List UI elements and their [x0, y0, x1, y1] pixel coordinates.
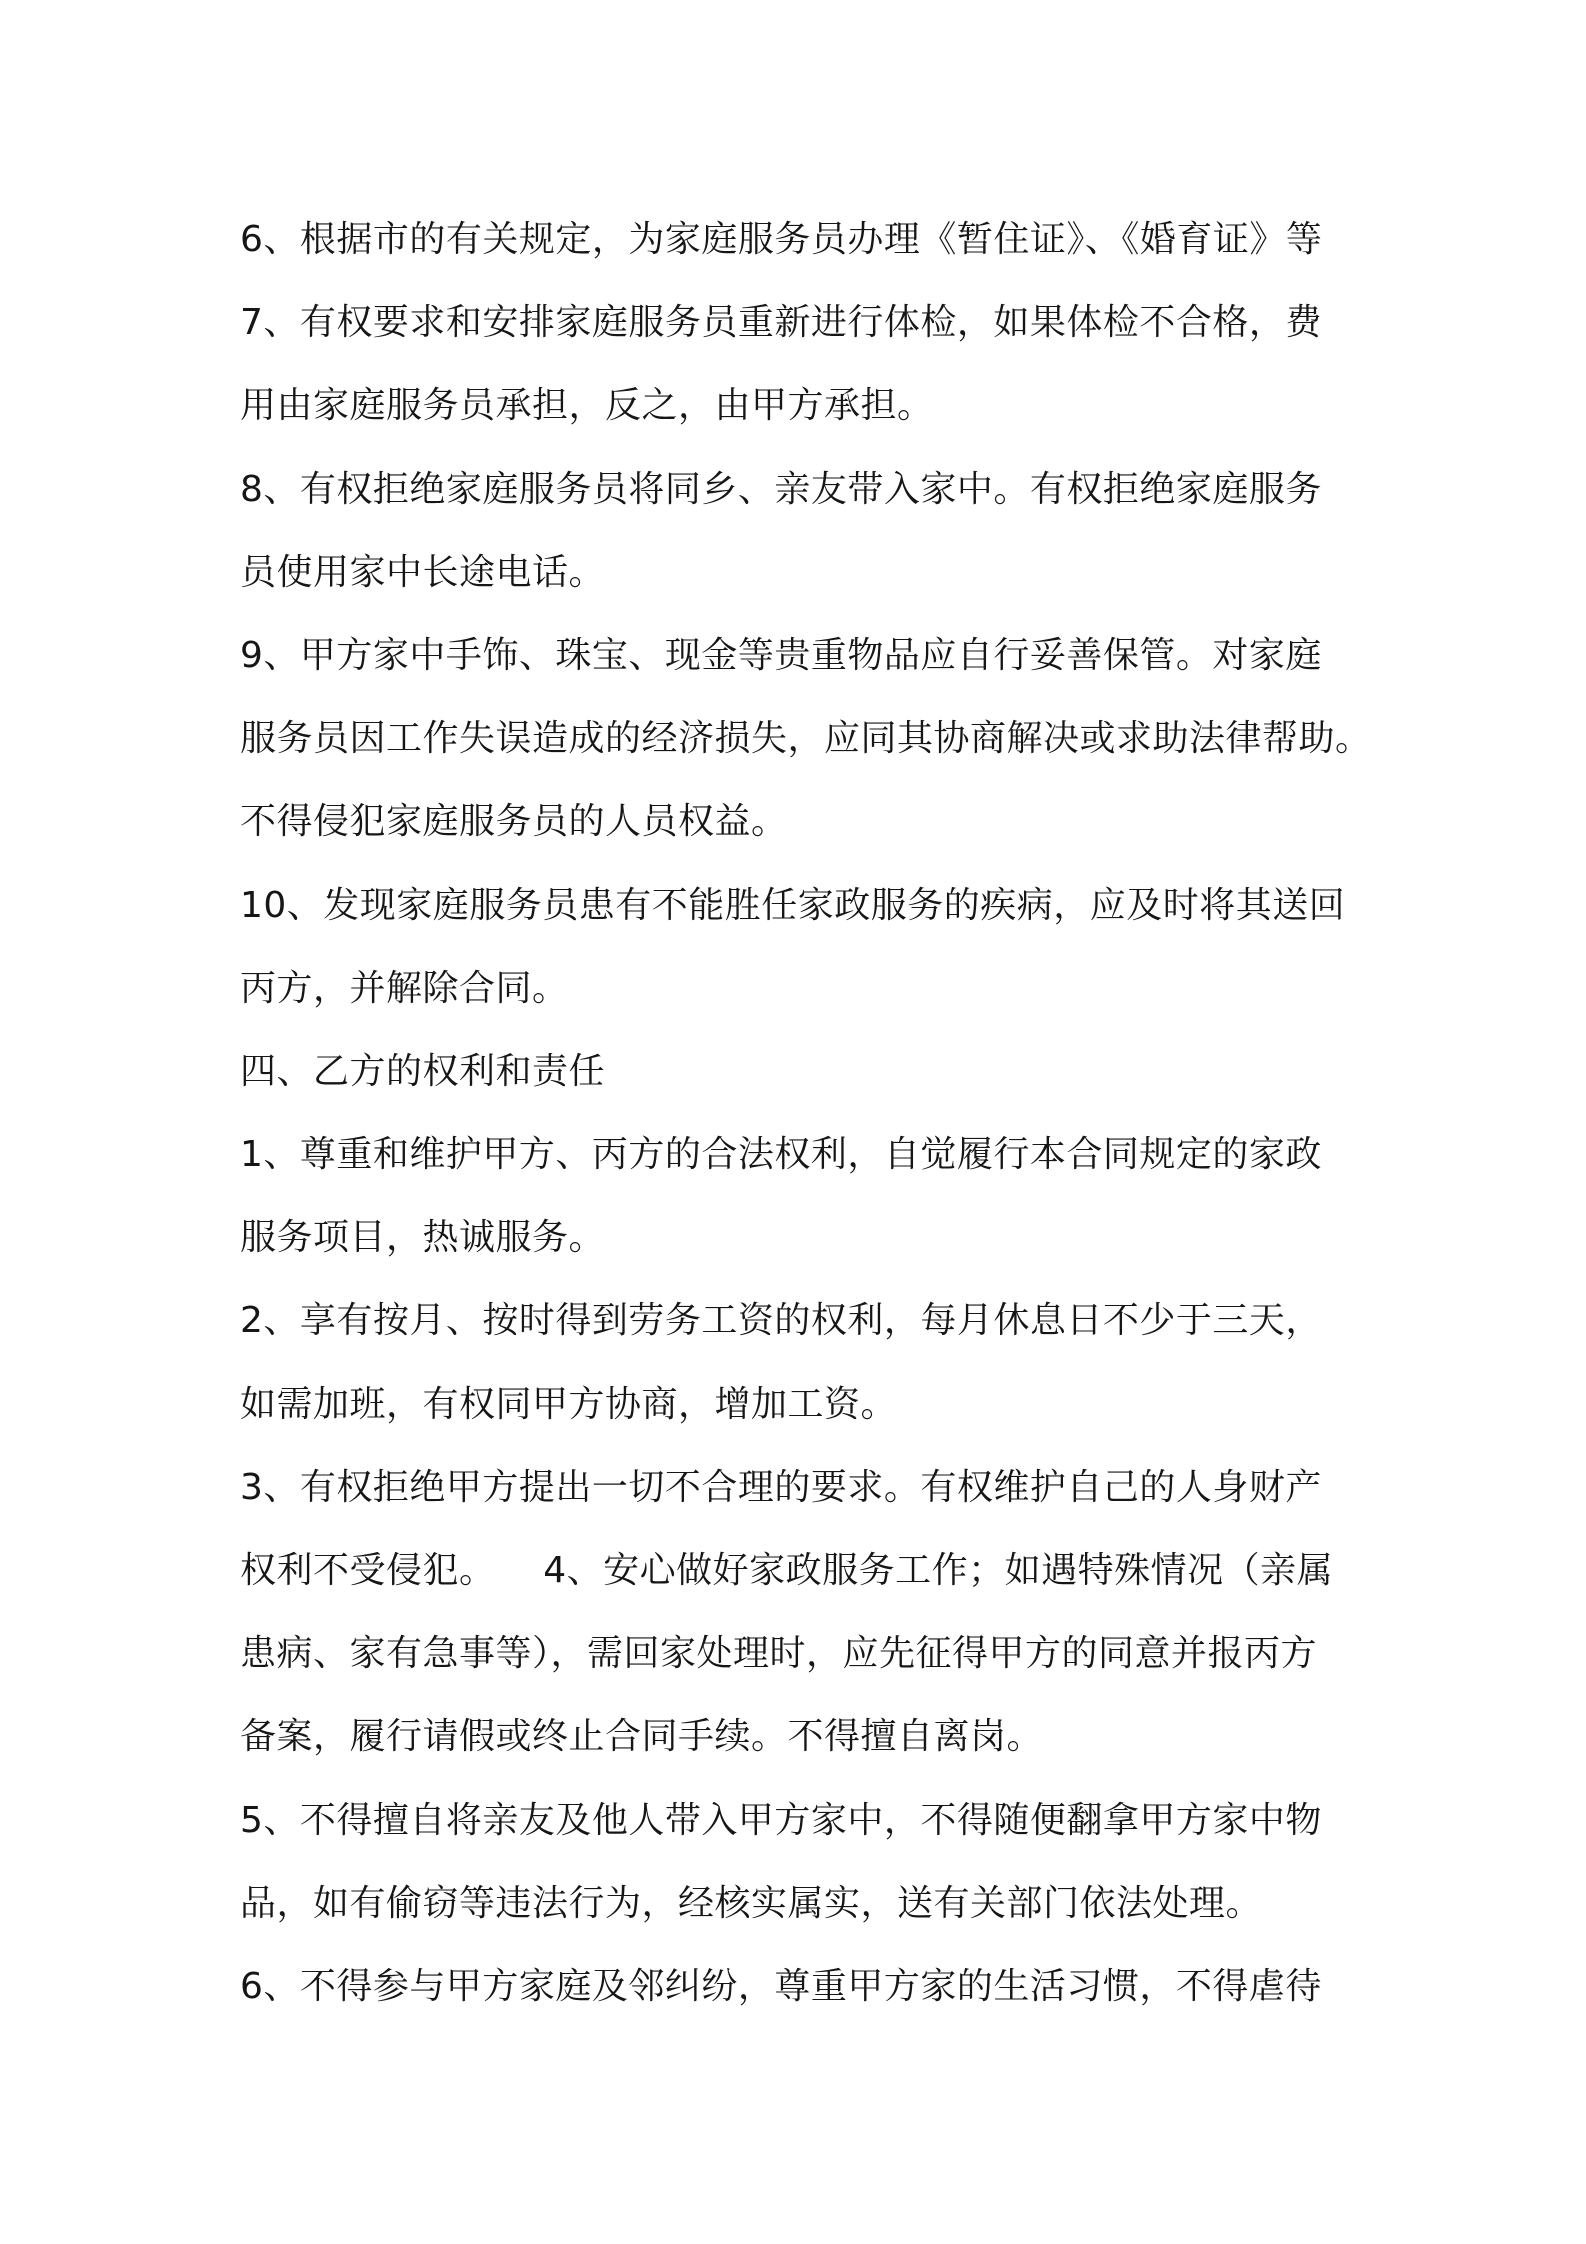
text-line: 6、不得参与甲方家庭及邻纠纷，尊重甲方家的生活习惯，不得虐待 — [240, 1965, 1322, 2007]
text-line: 3、有权拒绝甲方提出一切不合理的要求。有权维护自己的人身财产 — [240, 1466, 1322, 1508]
text-line: 品，如有偷窃等违法行为，经核实属实，送有关部门依法处理。 — [240, 1882, 1263, 1924]
text-line: 丙方，并解除合同。 — [240, 967, 569, 1009]
text-line: 2、享有按月、按时得到劳务工资的权利，每月休息日不少于三天， — [240, 1300, 1322, 1342]
text-line: 服务项目，热诚服务。 — [240, 1217, 606, 1259]
text-line: 服务员因工作失误造成的经济损失，应同其协商解决或求助法律帮助。 — [240, 718, 1372, 760]
text-line: 8、有权拒绝家庭服务员将同乡、亲友带入家中。有权拒绝家庭服务 — [240, 468, 1322, 510]
text-line: 7、有权要求和安排家庭服务员重新进行体检，如果体检不合格，费 — [240, 302, 1322, 344]
section-heading: 四、乙方的权利和责任 — [240, 1050, 606, 1092]
text-line: 权利不受侵犯。 4、安心做好家政服务工作；如遇特殊情况（亲属 — [240, 1550, 1334, 1591]
text-line: 1、尊重和维护甲方、丙方的合法权利，自觉履行本合同规定的家政 — [240, 1134, 1322, 1176]
text-line: 不得侵犯家庭服务员的人员权益。 — [240, 801, 788, 843]
text-line: 患病、家有急事等），需回家处理时，应先征得甲方的同意并报丙方 — [240, 1633, 1318, 1675]
text-line: 5、不得擅自将亲友及他人带入甲方家中，不得随便翻拿甲方家中物 — [240, 1799, 1322, 1841]
text-line: 10、发现家庭服务员患有不能胜任家政服务的疾病，应及时将其送回 — [240, 884, 1346, 926]
contract-text — [240, 198, 1370, 2028]
text-line: 用由家庭服务员承担，反之，由甲方承担。 — [240, 385, 934, 427]
text-line: 如需加班，有权同甲方协商，增加工资。 — [240, 1383, 898, 1425]
text-line: 6、根据市的有关规定，为家庭服务员办理《暂住证》、《婚育证》等 — [240, 219, 1323, 260]
text-line: 9、甲方家中手饰、珠宝、现金等贵重物品应自行妥善保管。对家庭 — [240, 634, 1322, 676]
text-line: 员使用家中长途电话。 — [240, 551, 606, 593]
text-line: 备案，履行请假或终止合同手续。不得擅自离岗。 — [240, 1716, 1044, 1758]
